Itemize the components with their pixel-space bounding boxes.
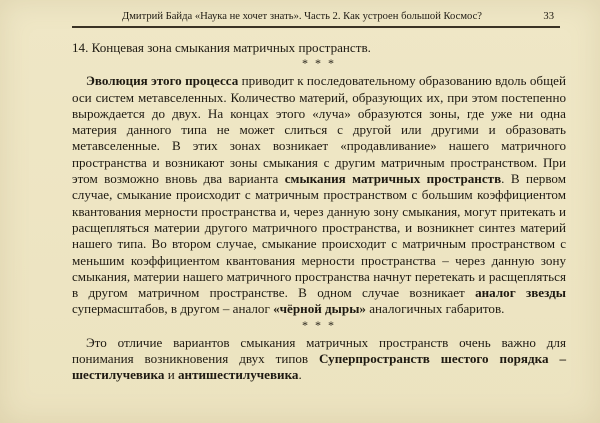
text-run: Это отличие вариантов смыкания матричных пространств очень важно для понимания возникновения двух типов xyxy=(72,334,566,367)
separator-stars: * * * xyxy=(302,317,336,332)
text-run: приводит к последовательному образованию вдоль общей оси систем метавселенных. Количество материй, образующих их, при этом постепенно вырождается до двух. На концах этого «луча» образуются зоны, где уже ни одна материя данного типа не может слиться с другой или другими и образовать метавселенные. В этих зонах возникает «продавливание» нашего матричного пространства и возникают зоны смыкания с другим матричным пространством. При этом возможно вновь два варианта xyxy=(72,73,566,187)
paragraph-difference xyxy=(72,335,566,384)
separator-stars: * * * xyxy=(302,56,336,71)
bold-phrase: Эволюция этого процесса xyxy=(86,73,239,89)
section-heading: 14. Концевая зона смыкания матричных пространств. xyxy=(72,40,371,55)
running-header xyxy=(72,10,560,28)
paragraph-evolution xyxy=(72,73,566,317)
text-run: . В первом случае, смыкание происходит с матричным пространством с большим коэффициентом квантования мерности пространства и, через данную зону смыкания, могут притекать и расщепляться материи другого матричного пространства, и возникнет синтез материй нашего типа. Во втором случае, смыкание происходит с матричным пространством с меньшим коэффициентом квантования мерности пространства – через данную зону смыкания, материи нашего матричного пространства начнут перетекать и расщепляться в другом матричном пространстве. В одном случае возникает xyxy=(72,171,566,301)
page-number: 33 xyxy=(543,11,554,22)
text-run: . xyxy=(298,367,302,383)
bold-phrase: аналог звезды xyxy=(475,285,566,301)
header-title: Дмитрий Байда «Наука не хочет знать». Часть 2. Как устроен большой Космос? xyxy=(122,11,482,22)
text-run: аналогичных габаритов. xyxy=(365,301,505,317)
page-body xyxy=(72,40,566,384)
bold-phrase: смыкания матричных пространств xyxy=(284,171,502,187)
bold-phrase: «чёрной дыры» xyxy=(273,301,366,317)
text-run: и xyxy=(164,367,178,383)
text-run: супермасштабов, в другом – аналог xyxy=(72,301,274,317)
bold-phrase: Суперпространств шестого порядка – шестилучевика xyxy=(72,351,566,383)
bold-phrase: антишестилучевика xyxy=(177,367,299,383)
